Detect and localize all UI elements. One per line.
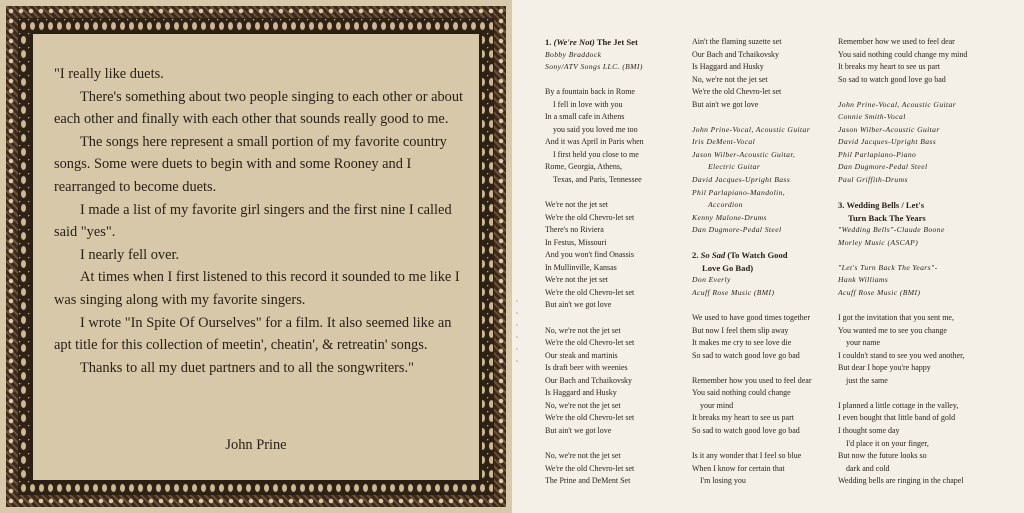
credit-line: Hank Williams <box>838 275 889 285</box>
credit-line: Phil Parlapiano-Mandolin, <box>692 187 786 197</box>
lyric-line: We're the old Chevro-let set <box>545 338 635 348</box>
signature: John Prine <box>225 437 287 453</box>
track-number: 3. <box>838 200 845 211</box>
stanza-gap <box>692 111 822 124</box>
lyric-line: It makes me cry to see love die <box>692 338 792 348</box>
note-paragraph: I wrote "In Spite Of Ourselves" for a film. It also seemed like an apt title for this collection of meetin', cheatin', & retreatin' songs. <box>54 314 452 354</box>
lyric-line: We're the old Chevro-let set <box>545 413 635 423</box>
lyric-line: dark and cold <box>846 463 890 473</box>
lyric-line: But now the future looks so <box>838 451 927 461</box>
note-paragraph: The songs here represent a small portion of my favorite country songs. Some were duets to begin with and some Rooney and I rearranged to become duets. <box>54 133 447 195</box>
song-title-continued: Turn Back The Years <box>848 212 926 223</box>
lyric-line: So sad to watch good love go bad <box>692 425 800 435</box>
note-paragraph: There's something about two people singing to each other or about each other and finally with each other that sounds really good to me. <box>54 88 464 128</box>
note-paragraph: Thanks to all my duet partners and to all the songwriters." <box>80 359 414 376</box>
lyric-line: Our Bach and Tchaikovsky <box>545 375 633 385</box>
lyric-line: By a fountain back in Rome <box>545 87 635 97</box>
lyric-line: We used to have good times together <box>692 313 810 323</box>
lyric-line: No, we're not the jet set <box>545 400 621 410</box>
lyric-line: Is Haggard and Husky <box>545 388 617 398</box>
credit-line: Dan Dugmore-Pedal Steel <box>692 225 782 235</box>
lyric-line: It breaks my heart to see us part <box>838 62 940 72</box>
lyric-line: I first held you close to me <box>553 149 639 159</box>
credit-line: Bobby Braddock <box>545 49 602 59</box>
lyric-line: You said nothing could change <box>692 388 791 398</box>
lyric-line: No, we're not the jet set <box>545 451 621 461</box>
lyric-line: I even bought that little band of gold <box>838 413 956 423</box>
lyric-line: Texas, and Paris, Tennessee <box>553 175 642 185</box>
lyric-line: I'm losing you <box>700 476 746 486</box>
lyrics-column-1 <box>545 36 685 488</box>
credit-line: Iris DeMent-Vocal <box>692 137 756 147</box>
lyric-line: You said nothing could change my mind <box>838 49 968 59</box>
lyric-line: I planned a little cottage in the valley, <box>838 400 959 410</box>
lyric-line: In a small cafe in Athens <box>545 112 625 122</box>
lyric-line: We're not the jet set <box>545 200 608 210</box>
lyric-line: Is Haggard and Husky <box>692 62 764 72</box>
lyric-line: But now I feel them slip away <box>692 325 789 335</box>
track-number: 1. <box>545 37 552 47</box>
credit-line: "Wedding Bells"-Claude Boone <box>838 225 945 235</box>
stanza-gap <box>545 312 685 325</box>
lyric-line: Remember how you used to feel dear <box>692 375 812 385</box>
credit-line: David Jacques-Upright Bass <box>838 137 937 147</box>
lyric-line: I fell in love with you <box>553 99 623 109</box>
stanza-gap <box>545 438 685 451</box>
credit-line: Phil Parlapiano-Piano <box>838 149 917 159</box>
lyric-line: So sad to watch good love go bad <box>838 74 946 84</box>
lyric-line: I got the invitation that you sent me, <box>838 313 954 323</box>
lyric-line: your name <box>846 338 880 348</box>
credit-line: Paul Griffith-Drums <box>838 175 908 185</box>
track-number: 2. <box>692 250 699 261</box>
lyric-line: We're the old Chevro-let set <box>692 87 782 97</box>
credit-line: Acuff Rose Music (BMI) <box>838 287 921 297</box>
lyric-line: Remember how we used to feel dear <box>838 37 955 46</box>
lyric-line: We're not the jet set <box>545 275 608 285</box>
credit-line: Accordion <box>708 200 743 210</box>
song-title <box>838 199 998 212</box>
lyric-line: Ain't the flaming suzette set <box>692 37 782 46</box>
credit-line: David Jacques-Upright Bass <box>692 175 791 185</box>
liner-note-area <box>34 35 478 479</box>
lyric-line: But dear I hope you're happy <box>838 363 931 373</box>
lyric-line: your mind <box>700 400 734 410</box>
lyric-line: I thought some day <box>838 425 900 435</box>
stanza-gap <box>838 387 998 400</box>
lyric-line: I couldn't stand to see you wed another, <box>838 350 965 360</box>
stanza-gap <box>692 438 822 451</box>
stanza-gap <box>692 362 822 375</box>
lyric-line: We're the old Chevro-let set <box>545 287 635 297</box>
stanza-gap <box>838 299 998 312</box>
stanza-gap <box>692 237 822 250</box>
lyric-line: We're the old Chevro-let set <box>545 212 635 222</box>
credit-line: Sony/ATV Songs LLC. (BMI) <box>545 62 643 72</box>
stanza-gap <box>545 74 685 87</box>
lyric-line: And you won't find Onassis <box>545 250 634 260</box>
note-paragraph: "I really like duets. <box>54 66 164 82</box>
lyric-line: Our Bach and Tchaikovsky <box>692 49 780 59</box>
song-title <box>692 249 822 262</box>
credit-line: Don Everly <box>692 275 731 285</box>
song-title-main: The Jet Set <box>596 37 638 47</box>
lyric-line: The Prine and DeMent Set <box>545 476 631 486</box>
song-title-main: Wedding Bells / Let's <box>846 200 925 211</box>
stanza-gap <box>838 187 998 200</box>
lyric-line: And it was April in Paris when <box>545 137 644 147</box>
liner-note-text <box>54 63 469 379</box>
credit-line: Connie Smith-Vocal <box>838 112 906 122</box>
lyric-line: Is draft beer with weenies <box>545 363 628 373</box>
credit-line: Kenny Malone-Drums <box>692 212 767 222</box>
credit-line: "Let's Turn Back The Years"- <box>838 262 938 272</box>
song-title-main: (To Watch Good <box>727 250 788 261</box>
stanza-gap <box>692 299 822 312</box>
note-paragraph: I made a list of my favorite girl singers and the first nine I called said "yes". <box>54 201 452 241</box>
song-title <box>545 36 685 49</box>
credit-line: Jason Wilber-Acoustic Guitar <box>838 124 940 134</box>
lyric-line: You wanted me to see you change <box>838 325 947 335</box>
credit-line: Morley Music (ASCAP) <box>838 237 919 247</box>
lyric-line: It breaks my heart to see us part <box>692 413 794 423</box>
credit-line: Electric Guitar <box>708 162 761 172</box>
credit-line: John Prine-Vocal, Acoustic Guitar <box>692 124 811 134</box>
fold-crease <box>515 300 519 372</box>
lyric-line: Our steak and martinis <box>545 350 618 360</box>
lyric-line: just the same <box>846 375 888 385</box>
lyrics-column-2 <box>692 36 822 488</box>
lyric-line: Wedding bells are ringing in the chapel <box>838 476 964 486</box>
lyric-line: In Festus, Missouri <box>545 237 607 247</box>
note-paragraph: I nearly fell over. <box>80 246 180 263</box>
lyric-line: you said you loved me too <box>553 124 638 134</box>
lyric-line: I'd place it on your finger, <box>846 438 929 448</box>
lyric-line: In Mullinville, Kansas <box>545 262 617 272</box>
lyric-line: No, we're not the jet set <box>692 74 768 84</box>
stanza-gap <box>838 249 998 262</box>
lyric-line: But ain't we got love <box>545 300 612 310</box>
lyric-line: There's no Riviera <box>545 225 604 235</box>
credit-line: John Prine-Vocal, Acoustic Guitar <box>838 99 957 109</box>
credit-line: Acuff Rose Music (BMI) <box>692 287 775 297</box>
song-title-prefix: So Sad <box>700 250 726 261</box>
song-title-continued: Love Go Bad) <box>702 262 754 273</box>
lyric-line: No, we're not the jet set <box>545 325 621 335</box>
credit-line: Dan Dugmore-Pedal Steel <box>838 162 928 172</box>
song-title-prefix: (We're Not) <box>553 37 595 47</box>
lyric-line: We're the old Chevro-let set <box>545 463 635 473</box>
lyric-line: But ain't we got love <box>545 425 612 435</box>
lyrics-column-3 <box>838 36 998 488</box>
lyric-line: Is it any wonder that I feel so blue <box>692 451 802 461</box>
stanza-gap <box>545 187 685 200</box>
note-paragraph: At times when I first listened to this record it sounded to me like I was singing along with my favorite singers. <box>54 269 460 308</box>
lyric-line: But ain't we got love <box>692 99 759 109</box>
lyric-line: When I know for certain that <box>692 463 785 473</box>
lyric-line: Rome, Georgia, Athens, <box>545 162 622 172</box>
stanza-gap <box>838 86 998 99</box>
credit-line: Jason Wilber-Acoustic Guitar, <box>692 149 796 159</box>
lyric-line: So sad to watch good love go bad <box>692 350 800 360</box>
